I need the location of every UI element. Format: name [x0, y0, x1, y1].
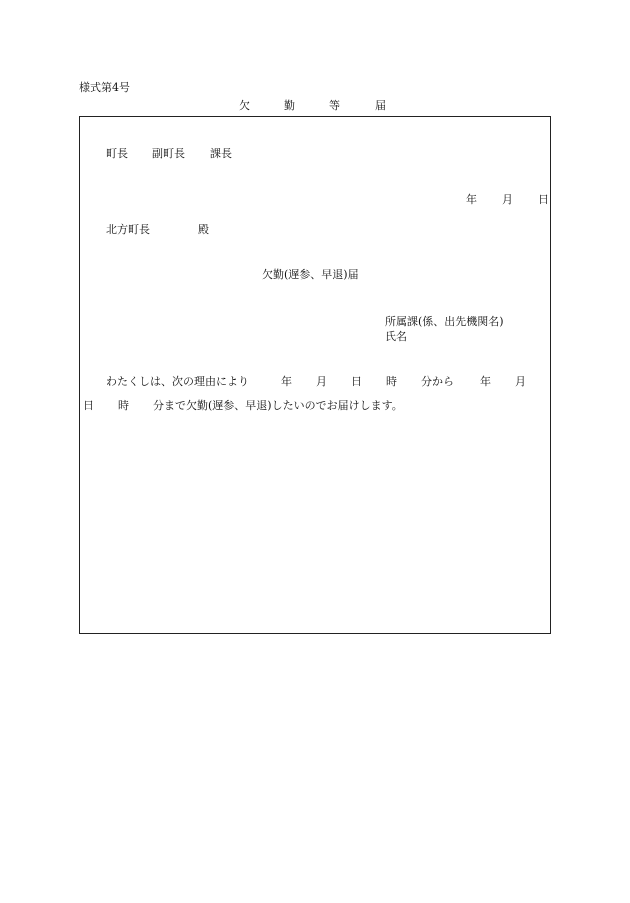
addressee-honorific: 殿	[198, 223, 209, 236]
approver-section-chief: 課長	[210, 147, 232, 160]
date-year-label: 年	[466, 193, 477, 206]
title-char-3: 等	[329, 99, 340, 112]
approver-deputy-mayor: 副町長	[152, 147, 185, 160]
from-month-label: 月	[316, 375, 327, 388]
from-hour-label: 時	[386, 375, 397, 388]
title-char-2: 勤	[284, 99, 295, 112]
title-char-1: 欠	[239, 99, 250, 112]
date-day-label: 日	[538, 193, 549, 206]
to-hour-label: 時	[118, 399, 129, 412]
form-number: 様式第4号	[79, 81, 130, 94]
addressee-name: 北方町長	[106, 223, 150, 236]
date-month-label: 月	[502, 193, 513, 206]
name-label: 氏名	[385, 330, 407, 343]
from-minute-label: 分から	[421, 375, 454, 388]
body-closing: 分まで欠勤(遅参、早退)したいのでお届けします。	[153, 399, 403, 412]
to-year-label: 年	[480, 375, 491, 388]
from-day-label: 日	[351, 375, 362, 388]
department-label: 所属課(係、出先機関名)	[385, 315, 504, 328]
title-char-4: 届	[375, 99, 386, 112]
approver-mayor: 町長	[106, 147, 128, 160]
body-intro: わたくしは、次の理由により	[106, 375, 249, 388]
to-day-label: 日	[83, 399, 94, 412]
notice-title: 欠勤(遅参、早退)届	[262, 268, 359, 281]
to-month-label: 月	[515, 375, 526, 388]
from-year-label: 年	[281, 375, 292, 388]
